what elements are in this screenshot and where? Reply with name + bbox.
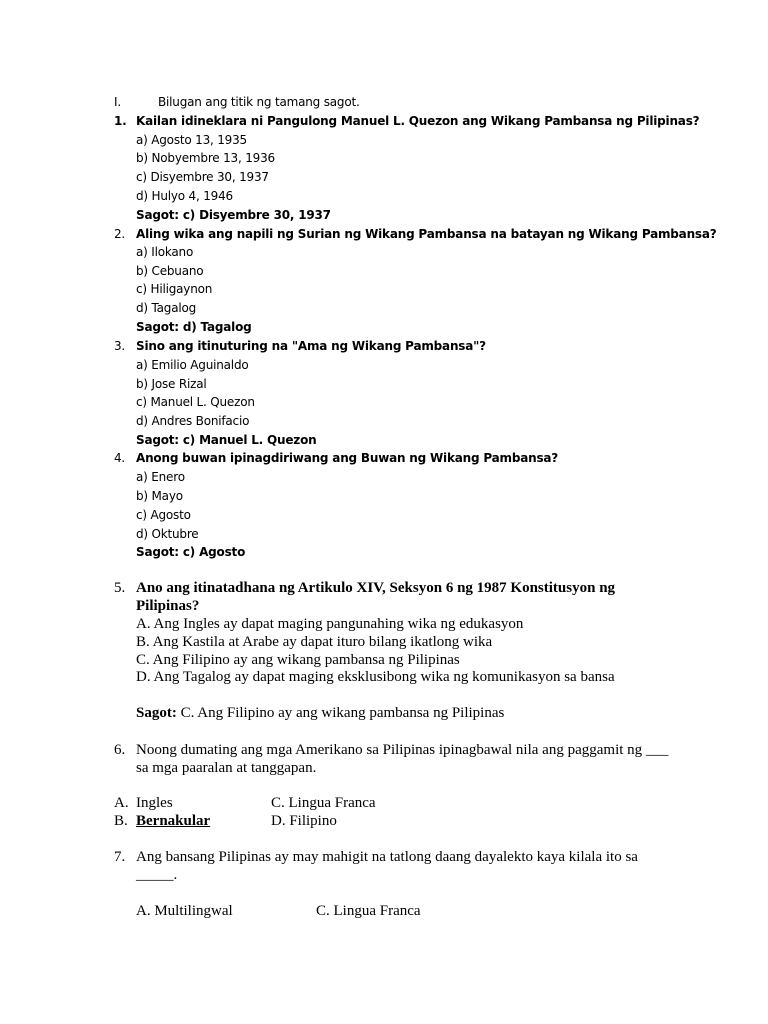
section-numeral: I.: [114, 95, 121, 109]
question-text: Kailan idineklara ni Pangulong Manuel L. Quezon ang Wikang Pambansa ng Pilipinas?: [136, 114, 700, 128]
choice-d: d) Tagalog: [136, 301, 197, 315]
question-text-line-1: Ang bansang Pilipinas ay may mahigit na tatlong daang dayalekto kaya kilala ito sa: [136, 849, 638, 865]
answer: Sagot: d) Tagalog: [136, 320, 252, 334]
choice-c: C. Lingua Franca: [316, 903, 421, 919]
answer-label: Sagot:: [136, 705, 177, 721]
question-number: 5.: [114, 580, 126, 596]
choice-c: C. Ang Filipino ay ang wikang pambansa ng Pilipinas: [136, 652, 460, 668]
choice-d: D. Filipino: [271, 813, 337, 829]
answer-text: C. Ang Filipino ay ang wikang pambansa ng Pilipinas: [180, 705, 505, 721]
question-text-line-1: Ano ang itinatadhana ng Artikulo XIV, Seksyon 6 ng 1987 Konstitusyon ng: [136, 580, 616, 596]
question-text: Sino ang itinuturing na "Ama ng Wikang Pambansa"?: [136, 339, 486, 353]
question-text-line-2: _____.: [136, 867, 178, 883]
choice-b: b) Cebuano: [136, 264, 204, 278]
choice-c: c) Hiligaynon: [136, 282, 213, 296]
choice-d: D. Ang Tagalog ay dapat maging eksklusibong wika ng komunikasyon sa bansa: [136, 669, 615, 685]
choice-a-letter: A.: [114, 795, 129, 811]
question-text: Aling wika ang napili ng Surian ng Wikang Pambansa na batayan ng Wikang Pambansa?: [136, 227, 717, 241]
question-text-line-1: Noong dumating ang mga Amerikano sa Pilipinas ipinagbawal nila ang paggamit ng ___: [136, 742, 669, 758]
choice-b: Bernakular: [136, 813, 211, 829]
question-text-line-2: Pilipinas?: [136, 598, 200, 614]
choice-a: a) Agosto 13, 1935: [136, 133, 247, 147]
choice-b: b) Mayo: [136, 489, 183, 503]
question-text: Anong buwan ipinagdiriwang ang Buwan ng Wikang Pambansa?: [136, 451, 559, 465]
choice-c: c) Manuel L. Quezon: [136, 395, 255, 409]
choice-c: C. Lingua Franca: [271, 795, 376, 811]
question-number: 3.: [114, 339, 126, 353]
choice-a: a) Ilokano: [136, 245, 194, 259]
choice-b: b) Jose Rizal: [136, 377, 207, 391]
choice-b: B. Ang Kastila at Arabe ay dapat ituro bilang ikatlong wika: [136, 634, 493, 650]
choice-a: Ingles: [136, 795, 173, 811]
answer: Sagot: c) Disyembre 30, 1937: [136, 208, 331, 222]
choice-b: b) Nobyembre 13, 1936: [136, 151, 275, 165]
section-instruction: Bilugan ang titik ng tamang sagot.: [158, 95, 360, 109]
question-number: 4.: [114, 451, 126, 465]
choice-d: d) Hulyo 4, 1946: [136, 189, 233, 203]
answer: Sagot: c) Manuel L. Quezon: [136, 433, 317, 447]
answer: [136, 706, 504, 721]
question-text-line-2: sa mga paaralan at tanggapan.: [136, 760, 317, 776]
choice-a: A. Ang Ingles ay dapat maging pangunahing wika ng edukasyon: [136, 616, 524, 632]
choice-a: a) Emilio Aguinaldo: [136, 358, 249, 372]
answer: Sagot: c) Agosto: [136, 545, 246, 559]
choice-b-letter: B.: [114, 813, 128, 829]
question-number: 1.: [114, 114, 127, 128]
choice-c: c) Agosto: [136, 508, 191, 522]
choice-d: d) Oktubre: [136, 527, 199, 541]
choice-a: A. Multilingwal: [136, 903, 233, 919]
choice-d: d) Andres Bonifacio: [136, 414, 250, 428]
choice-a: a) Enero: [136, 470, 185, 484]
question-number: 6.: [114, 742, 126, 758]
choice-c: c) Disyembre 30, 1937: [136, 170, 269, 184]
question-number: 2.: [114, 227, 126, 241]
question-number: 7.: [114, 849, 126, 865]
